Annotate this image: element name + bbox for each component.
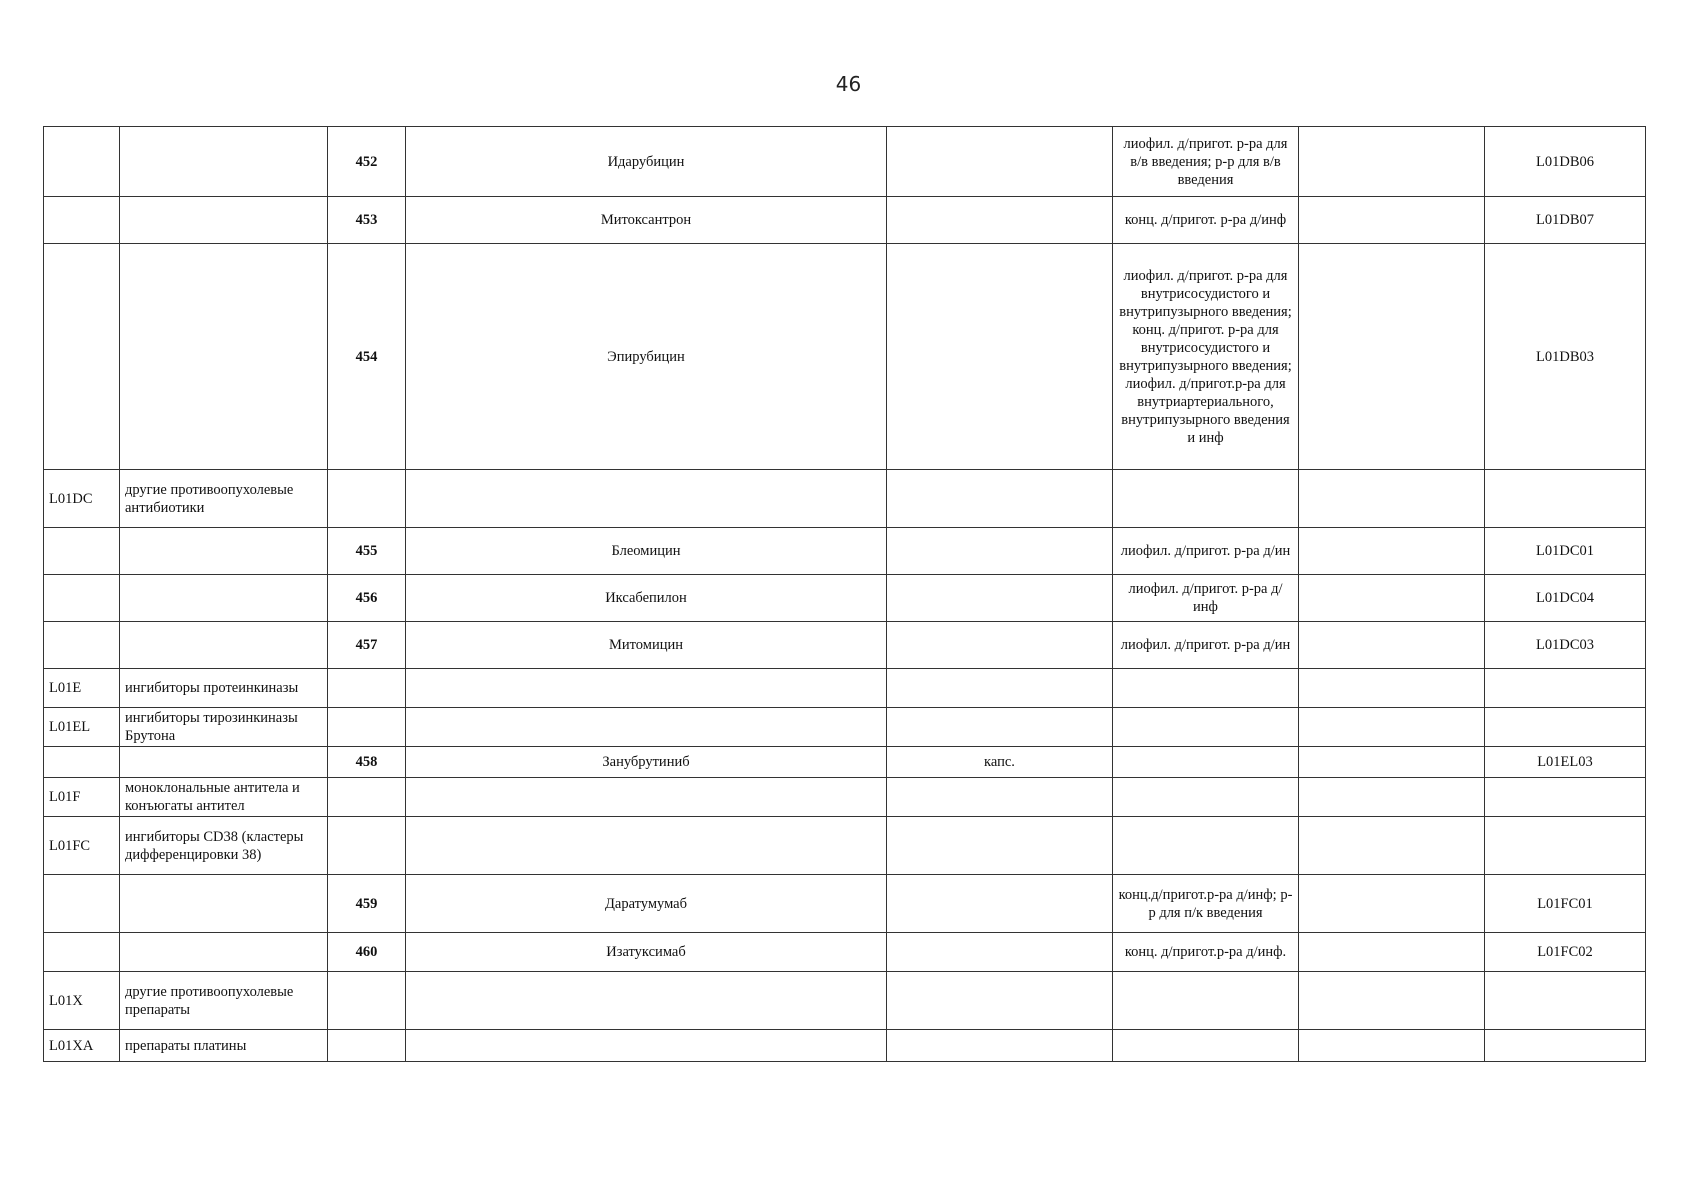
atc-group-name-cell	[120, 575, 328, 622]
table-row	[44, 669, 1646, 708]
atc-group-name-cell	[120, 127, 328, 197]
atc-group-name-cell: ингибиторы CD38 (кластеры дифференцировки 38)	[120, 817, 328, 875]
drug-name-cell: Даратумумаб	[406, 875, 887, 933]
table-row	[44, 622, 1646, 669]
table-row	[44, 197, 1646, 244]
drug-name-cell	[406, 778, 887, 817]
atc-group-name-cell	[120, 933, 328, 972]
item-number-cell	[328, 972, 406, 1030]
item-number-cell: 456	[328, 575, 406, 622]
dosage-form-alt-cell	[1113, 972, 1299, 1030]
dosage-form-cell	[887, 933, 1113, 972]
note-cell	[1299, 244, 1485, 470]
dosage-form-alt-cell	[1113, 778, 1299, 817]
atc-group-name-cell: ингибиторы тирозинкиназы Брутона	[120, 708, 328, 747]
atc-group-name-cell: моноклональные антитела и конъюгаты антител	[120, 778, 328, 817]
item-number-cell	[328, 470, 406, 528]
drug-name-cell: Митомицин	[406, 622, 887, 669]
atc-code-cell: L01DC01	[1485, 528, 1646, 575]
note-cell	[1299, 127, 1485, 197]
table-row	[44, 778, 1646, 817]
drug-name-cell	[406, 817, 887, 875]
drug-name-cell: Эпирубицин	[406, 244, 887, 470]
item-number-cell	[328, 669, 406, 708]
dosage-form-alt-cell	[1113, 708, 1299, 747]
item-number-cell: 457	[328, 622, 406, 669]
drug-name-cell	[406, 708, 887, 747]
atc-group-name-cell: другие противоопухолевые препараты	[120, 972, 328, 1030]
drug-name-cell	[406, 669, 887, 708]
atc-group-code-cell	[44, 933, 120, 972]
atc-code-cell: L01DB03	[1485, 244, 1646, 470]
atc-group-code-cell: L01E	[44, 669, 120, 708]
table-row	[44, 708, 1646, 747]
dosage-form-alt-cell: конц. д/пригот. р-ра д/инф	[1113, 197, 1299, 244]
atc-group-code-cell: L01XA	[44, 1030, 120, 1062]
atc-code-cell	[1485, 470, 1646, 528]
table-row	[44, 470, 1646, 528]
dosage-form-cell	[887, 1030, 1113, 1062]
dosage-form-cell	[887, 197, 1113, 244]
note-cell	[1299, 470, 1485, 528]
table-row	[44, 933, 1646, 972]
atc-group-name-cell	[120, 622, 328, 669]
note-cell	[1299, 1030, 1485, 1062]
atc-code-cell: L01DB06	[1485, 127, 1646, 197]
dosage-form-alt-cell	[1113, 1030, 1299, 1062]
item-number-cell: 454	[328, 244, 406, 470]
drug-name-cell: Иксабепилон	[406, 575, 887, 622]
dosage-form-cell	[887, 470, 1113, 528]
drug-name-cell	[406, 470, 887, 528]
dosage-form-cell	[887, 127, 1113, 197]
dosage-form-cell	[887, 622, 1113, 669]
item-number-cell: 455	[328, 528, 406, 575]
table-row	[44, 1030, 1646, 1062]
atc-code-cell: L01FC01	[1485, 875, 1646, 933]
item-number-cell: 452	[328, 127, 406, 197]
dosage-form-alt-cell: конц. д/пригот.р-ра д/инф.	[1113, 933, 1299, 972]
table-row	[44, 817, 1646, 875]
dosage-form-alt-cell: лиофил. д/пригот. р-ра для внутрисосудистого и внутрипузырного введения; конц. д/пригот. р-ра для внутрисосудистого и внутрипузырного введения; лиофил. д/пригот.р-ра для внутриартериального, внутрипузырного введения и инф	[1113, 244, 1299, 470]
atc-group-code-cell	[44, 575, 120, 622]
drug-list-table	[43, 126, 1646, 1062]
dosage-form-alt-cell	[1113, 470, 1299, 528]
atc-group-code-cell: L01DC	[44, 470, 120, 528]
drug-name-cell	[406, 972, 887, 1030]
atc-group-name-cell	[120, 244, 328, 470]
atc-group-name-cell	[120, 197, 328, 244]
drug-name-cell	[406, 1030, 887, 1062]
dosage-form-alt-cell	[1113, 747, 1299, 778]
atc-code-cell: L01DC03	[1485, 622, 1646, 669]
dosage-form-cell	[887, 528, 1113, 575]
atc-group-code-cell: L01EL	[44, 708, 120, 747]
atc-group-name-cell: другие противоопухолевые антибиотики	[120, 470, 328, 528]
item-number-cell: 459	[328, 875, 406, 933]
note-cell	[1299, 669, 1485, 708]
table-row	[44, 575, 1646, 622]
drug-name-cell: Занубрутиниб	[406, 747, 887, 778]
drug-name-cell: Идарубицин	[406, 127, 887, 197]
atc-group-name-cell	[120, 747, 328, 778]
atc-group-code-cell	[44, 622, 120, 669]
atc-code-cell	[1485, 669, 1646, 708]
item-number-cell	[328, 1030, 406, 1062]
table-row	[44, 972, 1646, 1030]
item-number-cell	[328, 778, 406, 817]
atc-code-cell	[1485, 817, 1646, 875]
atc-group-code-cell: L01FC	[44, 817, 120, 875]
atc-code-cell: L01FC02	[1485, 933, 1646, 972]
atc-group-code-cell: L01F	[44, 778, 120, 817]
atc-group-code-cell: L01X	[44, 972, 120, 1030]
item-number-cell	[328, 817, 406, 875]
item-number-cell: 453	[328, 197, 406, 244]
dosage-form-alt-cell: лиофил. д/пригот. р-ра для в/в введения; р-р для в/в введения	[1113, 127, 1299, 197]
note-cell	[1299, 933, 1485, 972]
dosage-form-cell	[887, 972, 1113, 1030]
dosage-form-alt-cell	[1113, 817, 1299, 875]
dosage-form-cell	[887, 575, 1113, 622]
dosage-form-cell	[887, 244, 1113, 470]
note-cell	[1299, 875, 1485, 933]
page-number: 46	[835, 72, 862, 96]
dosage-form-cell: капс.	[887, 747, 1113, 778]
item-number-cell: 460	[328, 933, 406, 972]
atc-group-code-cell	[44, 875, 120, 933]
atc-group-name-cell	[120, 528, 328, 575]
table-row	[44, 528, 1646, 575]
dosage-form-cell	[887, 817, 1113, 875]
atc-code-cell	[1485, 972, 1646, 1030]
atc-group-code-cell	[44, 747, 120, 778]
drug-name-cell: Блеомицин	[406, 528, 887, 575]
dosage-form-cell	[887, 778, 1113, 817]
atc-group-code-cell	[44, 127, 120, 197]
drug-name-cell: Митоксантрон	[406, 197, 887, 244]
atc-group-name-cell: ингибиторы протеинкиназы	[120, 669, 328, 708]
table-row	[44, 244, 1646, 470]
item-number-cell	[328, 708, 406, 747]
table-row	[44, 875, 1646, 933]
atc-group-name-cell	[120, 875, 328, 933]
dosage-form-alt-cell: лиофил. д/пригот. р-ра д/ин	[1113, 528, 1299, 575]
note-cell	[1299, 708, 1485, 747]
note-cell	[1299, 972, 1485, 1030]
atc-code-cell	[1485, 778, 1646, 817]
atc-code-cell	[1485, 1030, 1646, 1062]
table-row	[44, 127, 1646, 197]
atc-group-name-cell: препараты платины	[120, 1030, 328, 1062]
dosage-form-alt-cell	[1113, 669, 1299, 708]
dosage-form-cell	[887, 875, 1113, 933]
atc-code-cell: L01EL03	[1485, 747, 1646, 778]
note-cell	[1299, 622, 1485, 669]
drug-name-cell: Изатуксимаб	[406, 933, 887, 972]
note-cell	[1299, 575, 1485, 622]
dosage-form-cell	[887, 669, 1113, 708]
note-cell	[1299, 528, 1485, 575]
dosage-form-alt-cell: конц.д/пригот.р-ра д/инф; р-р для п/к введения	[1113, 875, 1299, 933]
table-row	[44, 747, 1646, 778]
note-cell	[1299, 747, 1485, 778]
dosage-form-alt-cell: лиофил. д/пригот. р-ра д/ин	[1113, 622, 1299, 669]
atc-code-cell: L01DC04	[1485, 575, 1646, 622]
note-cell	[1299, 817, 1485, 875]
atc-code-cell: L01DB07	[1485, 197, 1646, 244]
note-cell	[1299, 778, 1485, 817]
note-cell	[1299, 197, 1485, 244]
item-number-cell: 458	[328, 747, 406, 778]
dosage-form-cell	[887, 708, 1113, 747]
atc-group-code-cell	[44, 197, 120, 244]
atc-code-cell	[1485, 708, 1646, 747]
dosage-form-alt-cell: лиофил. д/пригот. р-ра д/инф	[1113, 575, 1299, 622]
atc-group-code-cell	[44, 244, 120, 470]
atc-group-code-cell	[44, 528, 120, 575]
